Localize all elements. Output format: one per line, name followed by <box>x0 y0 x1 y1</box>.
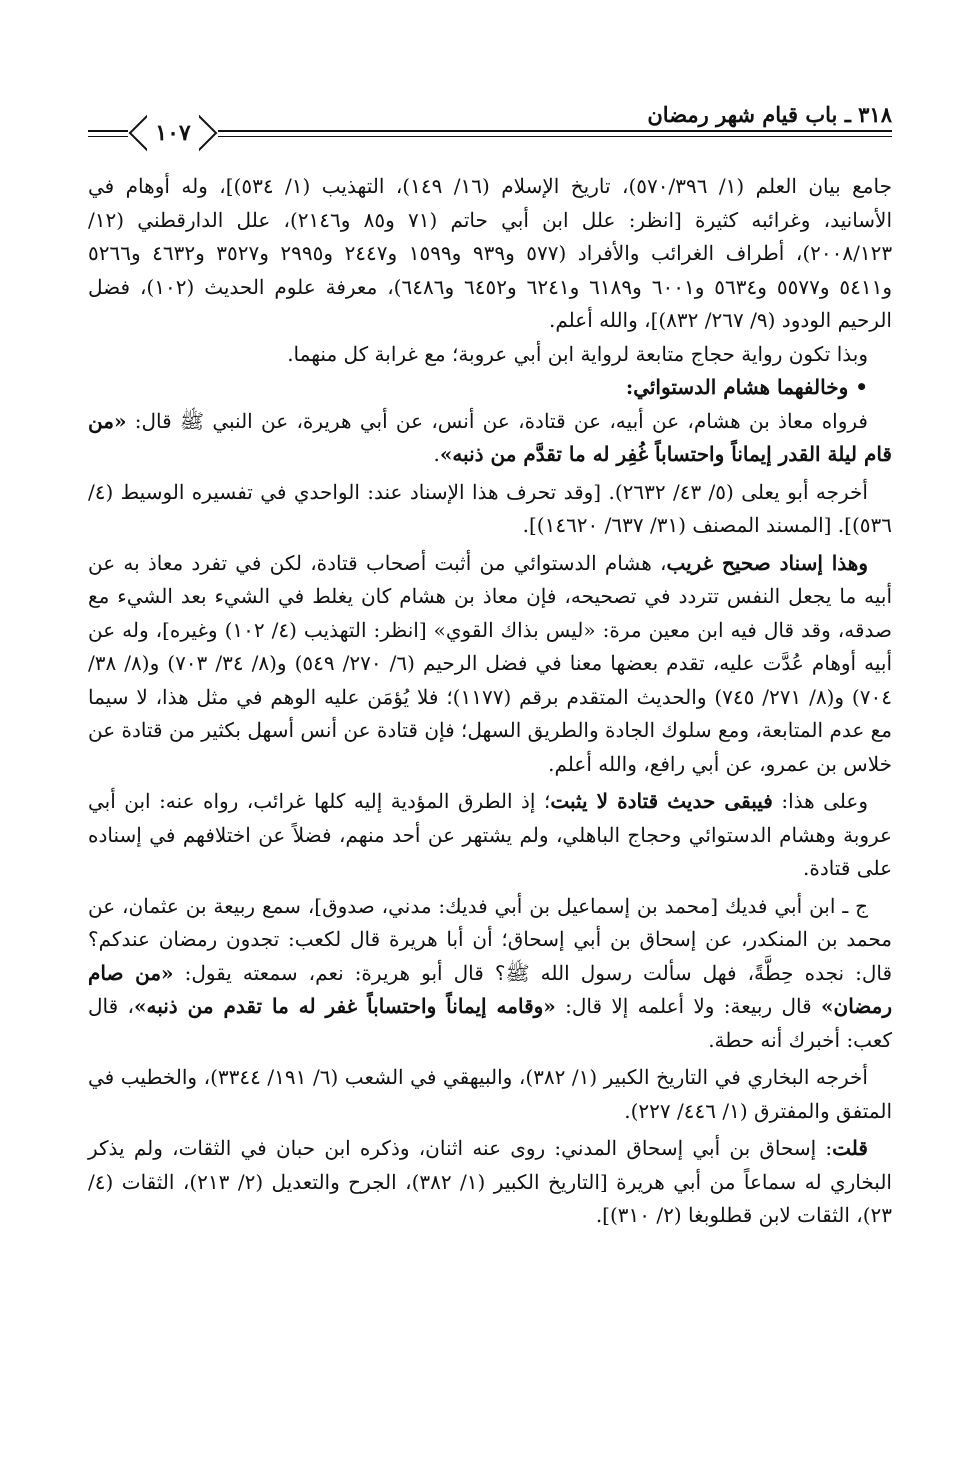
paragraph-text: أخرجه أبو يعلى (٥/ ٤٣/ ٢٦٣٢). [وقد تحرف هذا الإسناد عند: الواحدي في تفسيره الوسيط (٤/ ٥٣٦)]. [المسند المصنف (٣١/ ٦٣٧/ ١٤٦٢٠)]. <box>88 479 892 537</box>
paragraph <box>88 405 892 472</box>
paragraph-text: وبذا تكون رواية حجاج متابعة لرواية ابن أبي عروبة؛ مع غرابة كل منهما. <box>287 341 868 366</box>
bold-lead: فيبقى حديث قتادة لا يثبت <box>550 789 773 813</box>
header-rule <box>218 136 892 137</box>
paragraph-text: قال ربيعة: ولا أعلمه إلا قال: <box>555 994 821 1018</box>
heading-text: • وخالفهما هشام الدستوائي: <box>625 375 868 399</box>
paragraph-text: جامع بيان العلم (١/ ٥٧٠/٣٩٦)، تاريخ الإسلام (١٦/ ١٤٩)، التهذيب (١/ ٥٣٤)]، وله أوهام في الأسانيد، وغرائبه كثيرة [انظر: علل ابن أبي حاتم (٧١ و٨٥ و٢١٤٦)، علل الدارقطني (١٢/ ٢٠٠٨/١٢٣)، أطراف الغرائب والأفراد (٥٧٧ و٩٣٩ و١٥٩٩ و٢٤٤٧ و٢٩٩٥ و٣٥٢٧ و٤٦٣٢ و٥٢٦٦ و٥٤١١ و٥٥٧٧ و٥٦٣٤ و٦٠٠١ و٦١٨٩ و٦٢٤١ و٦٤٥٢ و٦٤٨٦)، معرفة علوم الحديث (١٠٢)، فضل الرحيم الودود (٩/ ٢٦٧/ ٨٣٢)]، والله أعلم. <box>88 174 893 332</box>
paragraph-text: ؛ إذ الطرق المؤدية إليه كلها غرائب، رواه عنه: ابن أبي عروبة وهشام الدستوائي وحجاج الباهلي، ولم يشتهر عن أحد منهم، فضلاً عن اختلافهم في إسناده على قتادة. <box>88 789 892 880</box>
page-header <box>88 88 892 168</box>
page-number: ١٠٧ <box>132 116 214 150</box>
hadith-text: «من صام رمضان» <box>88 960 892 1018</box>
paragraph-text: ج ـ ابن أبي فديك [محمد بن إسماعيل بن أبي فديك: مدني، صدوق]، سمع ربيعة بن عثمان، عن محمد بن المنكدر، عن إسحاق بن أبي إسحاق؛ أن أبا هريرة قال لكعب: تجدون رمضان عندكم؟ قال: نجده حِطَّةً، فهل سألت رسول الله ﷺ؟ قال أبو هريرة: نعم، سمعته يقول: <box>88 893 893 985</box>
paragraph-text: أخرجه البخاري في التاريخ الكبير (١/ ٣٨٢)، والبيهقي في الشعب (٦/ ١٩١/ ٣٣٤٤)، والخطيب في المتفق والمفترق (١/ ٤٤٦/ ٢٢٧). <box>88 1065 892 1123</box>
paragraph <box>88 1132 892 1233</box>
paragraph <box>88 1061 892 1128</box>
paragraph <box>88 547 892 782</box>
paragraph-text: . <box>433 442 440 466</box>
chapter-title: ٣١٨ ـ باب قيام شهر رمضان <box>647 102 892 127</box>
paragraph-text: فرواه معاذ بن هشام، عن أبيه، عن قتادة، عن أنس، عن أبي هريرة، عن النبي ﷺ قال: <box>126 408 868 433</box>
paragraph-text: وعلى هذا: <box>772 789 869 813</box>
bold-lead: وهذا إسناد صحيح غريب <box>666 550 868 575</box>
paragraph-text: ، هشام الدستوائي من أثبت أصحاب قتادة، لكن في تفرد معاذ به عن أبيه ما يجعل النفس تتردد في تصحيحه، فإن معاذ بن هشام كان يغلط في الشيء بعد الشيء مع صدقه، وقد قال فيه ابن معين مرة: «ليس بذاك القوي» [انظر: التهذيب (٤/ ١٠٢) وغيره]، وله عن أبيه أوهام عُدَّت عليه، تقدم بعضها معنا في فضل الرحيم (٦/ ٢٧٠/ ٥٤٩) و(٨/ ٣٤/ ٧٠٣) و(٨/ ٣٨/ ٧٠٤) و(٨/ ٢٧١/ ٧٤٥) والحديث المتقدم برقم (١١٧٧)؛ فلا يُؤمَن عليه الوهم في مثل هذا، لا سيما مع عدم المتابعة، ومع سلوك الجادة والطريق السهل؛ فإن قتادة عن أنس أسهل بكثير من قتادة عن خلاس بن عمرو، عن أبي رافع، والله أعلم. <box>88 550 893 776</box>
header-rule <box>88 130 128 132</box>
header-rule <box>88 136 128 137</box>
paragraph <box>88 170 892 338</box>
paragraph <box>88 476 892 543</box>
hadith-text: «من قام ليلة القدر إيماناً واحتساباً غُفِر له ما تقدَّم من ذنبه» <box>88 408 892 466</box>
paragraph-text: : إسحاق بن أبي إسحاق المدني: روى عنه اثنان، وذكره ابن حبان في الثقات، ولم يذكر البخاري له سماعاً من أبي هريرة [التاريخ الكبير (١/ ٣٨٢)، الجرح والتعديل (٢/ ٢١٣)، الثقات (٤/ ٢٣)، الثقات لابن قطلوبغا (٢/ ٣١٠)]. <box>88 1136 892 1227</box>
paragraph <box>88 785 892 886</box>
paragraph <box>88 890 892 1058</box>
section-heading <box>88 371 892 405</box>
paragraph-text: ، قال كعب: أخبرك أنه حطة. <box>88 994 892 1052</box>
hadith-text: «وقامه إيماناً واحتساباً غفر له ما تقدم من ذنبه» <box>133 994 556 1018</box>
bold-lead: قلت <box>832 1136 868 1160</box>
page-body <box>88 170 892 1233</box>
paragraph <box>88 338 892 372</box>
header-rule <box>218 130 892 132</box>
